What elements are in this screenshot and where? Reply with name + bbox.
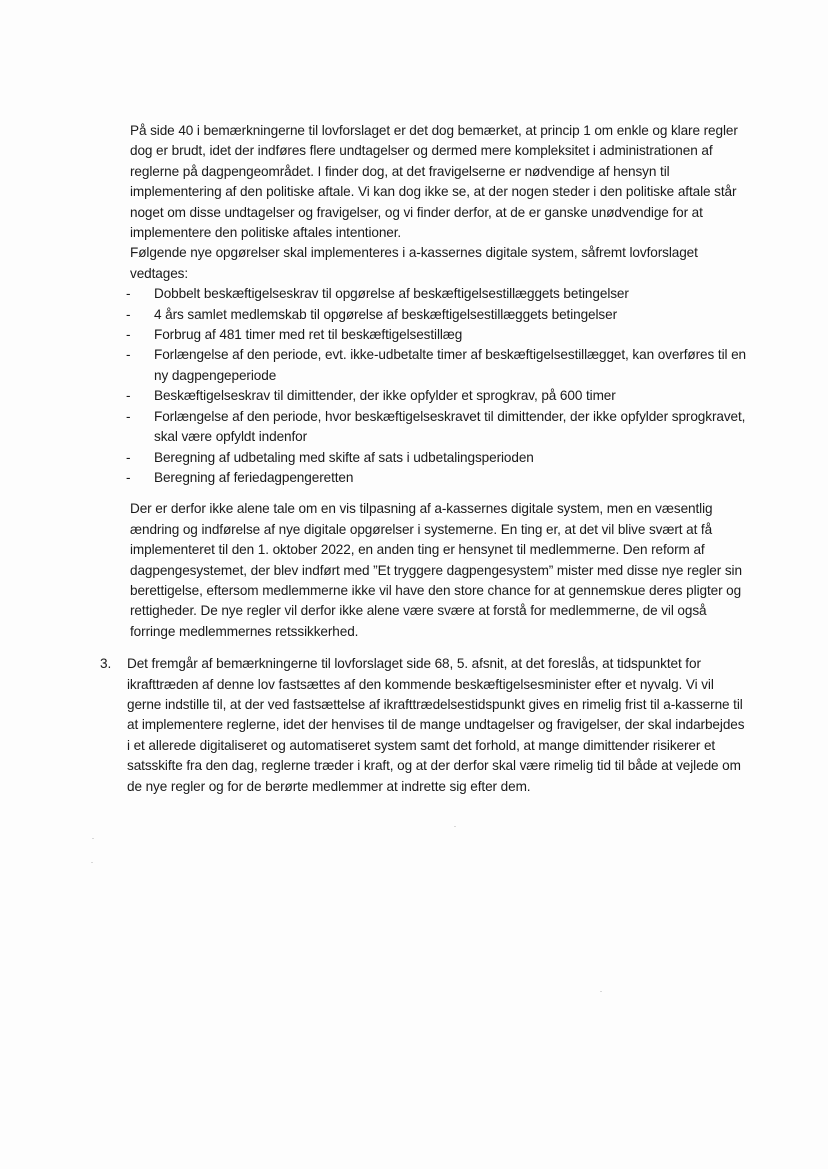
bullet-dash: - — [126, 449, 131, 465]
list-item-text: 4 års samlet medlemskab til opgørelse af beskæftigelsestillæggets betingelser — [154, 306, 618, 322]
paragraph-digitale-system: Der er derfor ikke alene tale om en vis tilpasning af a-kassernes digitale system, men en væsentlig ændring og indførelse af nye digitale opgørelser i systemerne. En ting er, at det vil blive svært at få implementeret til den 1. oktober 2022, en anden ting er hensynet til medlemmerne. Den reform af dagpengesystemet, der blev indført med ”Et tryggere dagpengesystem” mister med disse nye regler sin berettigelse, eftersom medlemmerne ikke vil have den store chance for at gennemskue deres pligter og rettigheder. De nye regler vil derfor ikke alene være svære at forstå for medlemmerne, de vil også forringe medlemmernes retssikkerhed. — [130, 501, 742, 639]
list-item — [126, 284, 750, 304]
list-item — [126, 448, 750, 468]
list-item-text: Forbrug af 481 timer med ret til beskæftigelsestillæg — [154, 327, 463, 343]
numbered-item-3 — [100, 654, 750, 797]
item-number: 3. — [100, 656, 112, 672]
paragraph-bemaerkninger: På side 40 i bemærkningerne til lovforslaget er det dog bemærket, at princip 1 om enkle og klare regler dog er brudt, idet der indføres flere undtagelser og dermed mere kompleksitet i administrationen af reglerne på dagpengeområdet. I finder dog, at det fravigelserne er nødvendige af hensyn til implementering af den politiske aftale. Vi kan dog ikke se, at der nogen steder i den politiske aftale står noget om disse undtagelser og fravigelser, og vi finder derfor, at de er ganske unødvendige for at implementere den politiske aftales intentioner. — [130, 123, 738, 241]
bullet-dash: - — [126, 286, 131, 302]
list-item — [126, 407, 750, 448]
opgoerelser-list — [126, 284, 750, 488]
bullet-dash: - — [126, 327, 131, 343]
list-item-text: Dobbelt beskæftigelseskrav til opgørelse af beskæftigelsestillæggets betingelser — [154, 286, 629, 302]
list-item — [126, 468, 750, 488]
list-item-text: Beskæftigelseskrav til dimittender, der ikke opfylder et sprogkrav, på 600 timer — [154, 388, 616, 404]
bullet-dash: - — [126, 388, 131, 404]
bullet-dash: - — [126, 306, 131, 322]
bullet-dash: - — [126, 408, 131, 424]
list-item-text: Beregning af udbetaling med skifte af sats i udbetalingsperioden — [154, 449, 534, 465]
document-body — [100, 121, 750, 797]
item-3-text: Det fremgår af bemærkningerne til lovforslaget side 68, 5. afsnit, at det foreslås, at tidspunktet for ikrafttræden af denne lov fastsættes af den kommende beskæftigelsesminister efter et nyvalg. Vi vil gerne indstille til, at der ved fastsættelse af ikrafttrædelsestidspunkt gives en rimelig frist til a-kasserne til at implementere reglerne, idet der henvises til de mange undtagelser og fravigelser, der skal indarbejdes i et allerede digitaliseret og automatiseret system samt det forhold, at mange dimittender risikerer et satsskifte fra den dag, reglerne træder i kraft, og at der derfor skal være rimelig tid til både at vejlede om de nye regler og for de berørte medlemmer at indrette sig efter dem. — [127, 656, 745, 794]
list-item-text: Forlængelse af den periode, evt. ikke-udbetalte timer af beskæftigelsestillægget, kan overføres til en ny dagpengeperiode — [154, 347, 747, 383]
list-item-text: Forlængelse af den periode, hvor beskæftigelseskravet til dimittender, der ikke opfylder sprogkravet, skal være opfyldt indenfor — [154, 408, 746, 445]
list-item — [126, 386, 750, 406]
list-item-text: Beregning af feriedagpengeretten — [154, 469, 354, 485]
bullet-dash: - — [126, 347, 131, 363]
list-intro: Følgende nye opgørelser skal implementeres i a-kassernes digitale system, såfremt lovforslaget vedtages: — [130, 245, 698, 281]
list-item — [126, 345, 750, 386]
list-item — [126, 305, 750, 325]
bullet-dash: - — [126, 469, 131, 485]
list-item — [126, 325, 750, 345]
